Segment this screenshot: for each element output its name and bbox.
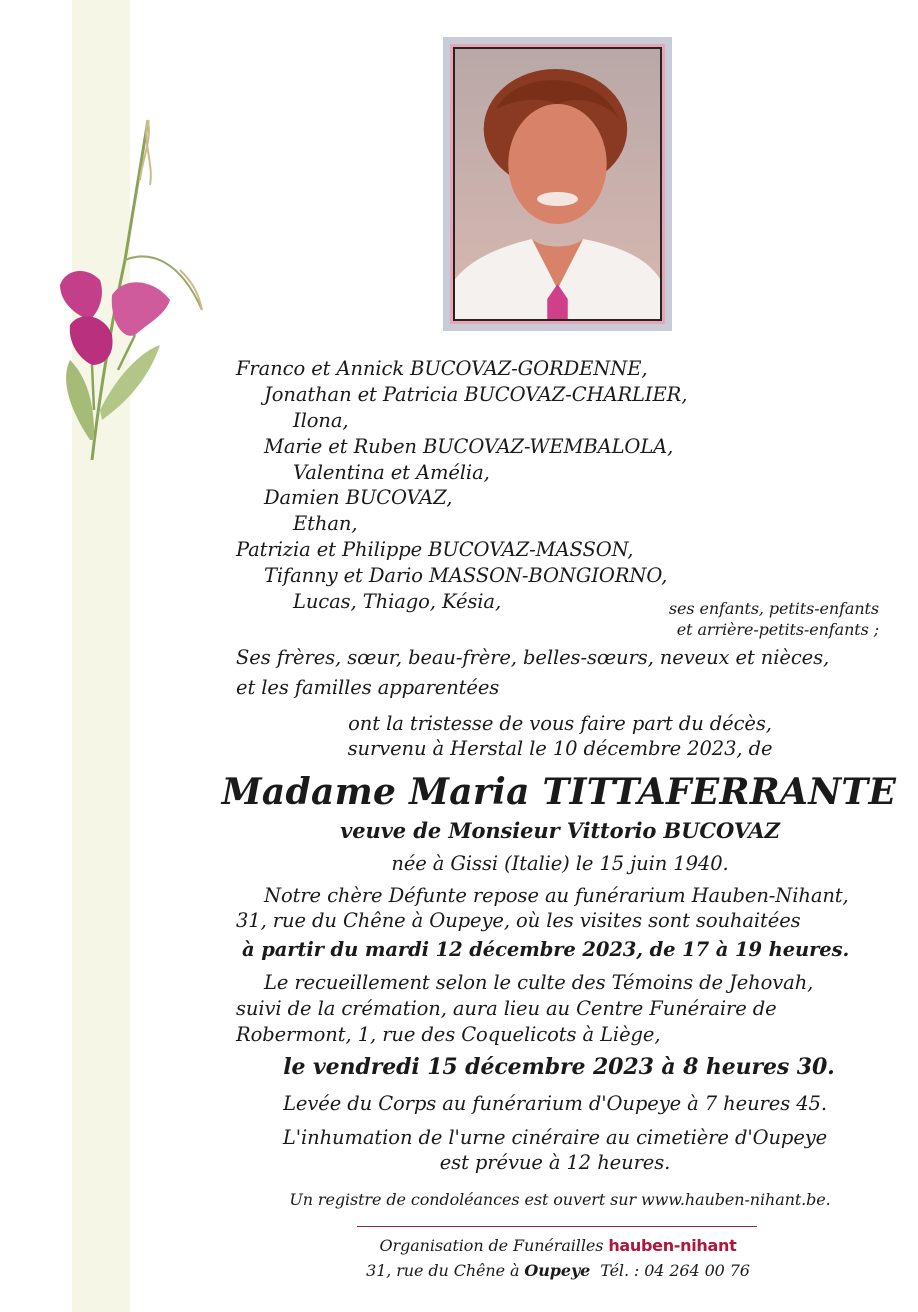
deceased-widow: veuve de Monsieur Vittorio BUCOVAZ — [340, 818, 780, 843]
calla-lily-flower-icon — [30, 110, 220, 470]
announce-line-2: survenu à Herstal le 10 décembre 2023, de — [347, 737, 773, 760]
ceremony-date: le vendredi 15 décembre 2023 à 8 heures 30. — [283, 1054, 835, 1080]
footer-address — [300, 1261, 816, 1281]
footer-org — [300, 1236, 816, 1256]
footer-org-label: Organisation de Funérailles — [379, 1236, 604, 1255]
ceremony-line-1: Le recueillement selon le culte des Témoins de Jehovah, — [264, 971, 814, 994]
brand-logo: hauben-nihant — [608, 1236, 737, 1255]
visit-line-2: 31, rue du Chêne à Oupeye, où les visites sont souhaitées — [236, 909, 801, 932]
family-note-2: et arrière-petits-enfants ; — [676, 620, 879, 639]
portrait-photo — [455, 49, 660, 319]
visit-line-3: à partir du mardi 12 décembre 2023, de 17 à 19 heures. — [242, 938, 850, 961]
ceremony-line-3: Robermont, 1, rue des Coquelicots à Liège, — [236, 1023, 661, 1046]
ceremony-line-2: suivi de la crémation, aura lieu au Centre Funéraire de — [236, 997, 777, 1020]
registry-note: Un registre de condoléances est ouvert sur www.hauben-nihant.be. — [289, 1190, 831, 1209]
footer-divider — [357, 1226, 757, 1227]
family-line-12: et les familles apparentées — [236, 676, 500, 699]
family-line-3: Ilona, — [293, 409, 349, 432]
family-line-6: Damien BUCOVAZ, — [264, 486, 453, 509]
family-line-1: Franco et Annick BUCOVAZ-GORDENNE, — [236, 357, 648, 380]
family-note-1: ses enfants, petits-enfants — [668, 599, 879, 618]
family-line-11: Ses frères, sœur, beau-frère, belles-sœurs, neveux et nièces, — [236, 646, 830, 669]
family-line-9: Tifanny et Dario MASSON-BONGIORNO, — [264, 564, 668, 587]
family-line-7: Ethan, — [293, 512, 358, 535]
visit-line-1: Notre chère Défunte repose au funérarium Hauben-Nihant, — [264, 884, 849, 907]
footer-town: Oupeye — [524, 1261, 591, 1280]
portrait-frame — [443, 37, 672, 331]
deceased-born: née à Gissi (Italie) le 15 juin 1940. — [391, 852, 729, 875]
family-line-5: Valentina et Amélia, — [293, 461, 490, 484]
family-line-8: Patrizia et Philippe BUCOVAZ-MASSON, — [236, 538, 634, 561]
family-line-2: Jonathan et Patricia BUCOVAZ-CHARLIER, — [264, 383, 688, 406]
footer-addr: 31, rue du Chêne à — [366, 1261, 520, 1280]
ceremony-line-6: L'inhumation de l'urne cinéraire au cimetière d'Oupeye — [282, 1126, 828, 1149]
family-line-10: Lucas, Thiago, Késia, — [293, 590, 502, 613]
deceased-name: Madame Maria TITTAFERRANTE — [221, 771, 897, 813]
ceremony-line-5: Levée du Corps au funérarium d'Oupeye à 7 heures 45. — [283, 1092, 827, 1115]
footer-tel: Tél. : 04 264 00 76 — [600, 1261, 750, 1280]
announce-line-1: ont la tristesse de vous faire part du décès, — [348, 712, 772, 735]
ceremony-line-7: est prévue à 12 heures. — [439, 1151, 671, 1174]
family-line-4: Marie et Ruben BUCOVAZ-WEMBALOLA, — [264, 435, 674, 458]
